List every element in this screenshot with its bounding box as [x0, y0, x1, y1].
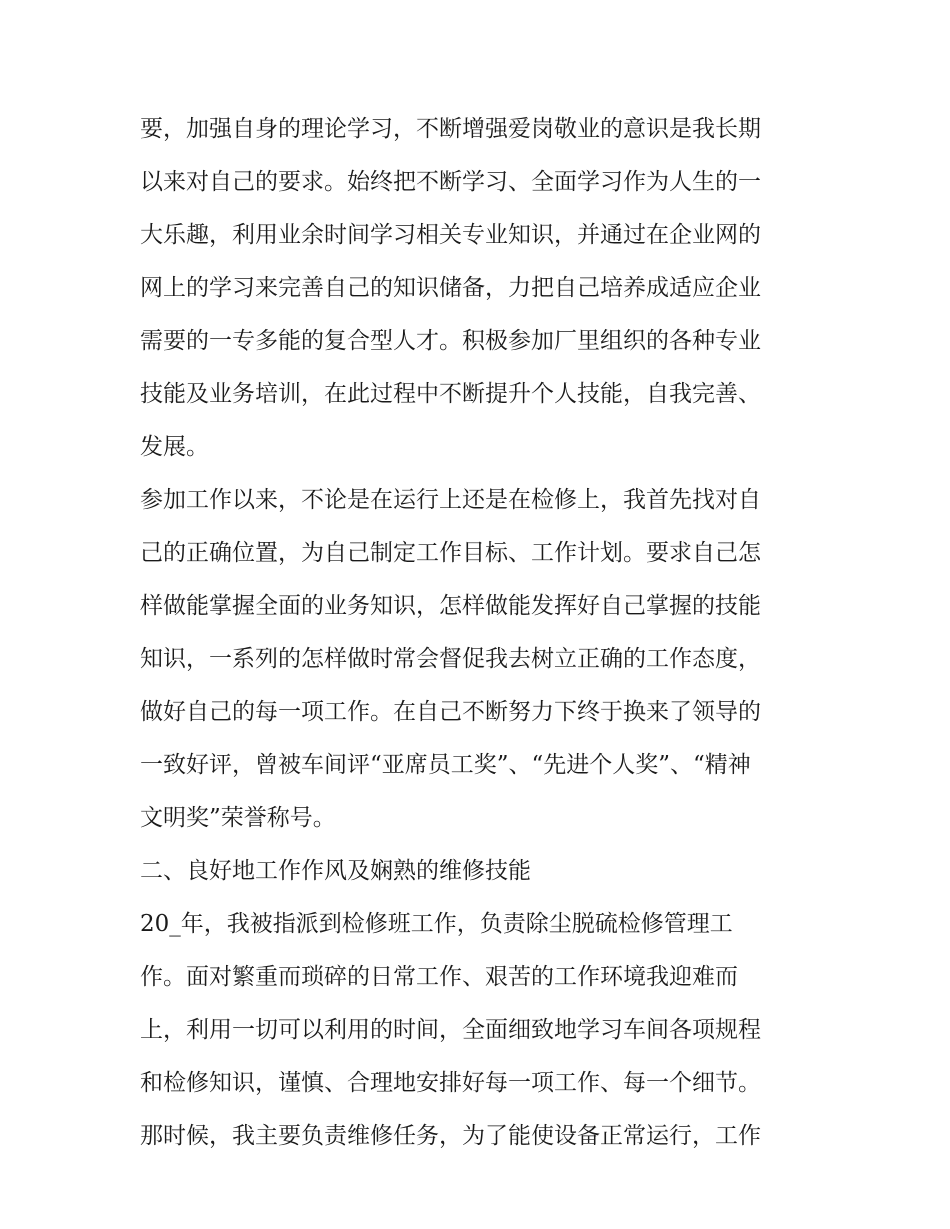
text-line: 发展。 [140, 434, 209, 460]
text-line: 上，利用一切可以利用的时间，全面细致地学习车间各项规程 [140, 1017, 761, 1043]
text-line: 一致好评，曾被车间评“亚席员工奖”、“先进个人奖”、“精神 [140, 752, 751, 778]
text-line: 样做能掌握全面的业务知识，怎样做能发挥好自己掌握的技能 [140, 593, 761, 619]
section-heading: 二、良好地工作作风及娴熟的维修技能 [140, 858, 531, 884]
text-line: 那时候，我主要负责维修任务，为了能使设备正常运行，工作 [140, 1123, 761, 1149]
text-line: 网上的学习来完善自己的知识储备，力把自己培养成适应企业 [140, 275, 761, 301]
text-line: 知识，一系列的怎样做时常会督促我去树立正确的工作态度， [140, 646, 761, 672]
text-line: 和检修知识，谨慎、合理地安排好每一项工作、每一个细节。 [140, 1070, 761, 1096]
text-line: 要，加强自身的理论学习，不断增强爱岗敬业的意识是我长期 [140, 116, 761, 142]
text-line: 作。面对繁重而琐碎的日常工作、艰苦的工作环境我迎难而 [140, 964, 738, 990]
text-line: 做好自己的每一项工作。在自己不断努力下终于换来了领导的 [140, 699, 761, 725]
body-text [140, 103, 820, 1163]
text-line: 以来对自己的要求。始终把不断学习、全面学习作为人生的一 [140, 169, 761, 195]
text-line: 文明奖”荣誉称号。 [140, 805, 336, 831]
text-line: 20_年，我被指派到检修班工作，负责除尘脱硫检修管理工 [140, 911, 733, 937]
text-line: 技能及业务培训，在此过程中不断提升个人技能，自我完善、 [140, 381, 761, 407]
text-line: 大乐趣，利用业余时间学习相关专业知识，并通过在企业网的 [140, 222, 761, 248]
text-line: 己的正确位置，为自己制定工作目标、工作计划。要求自己怎 [140, 540, 761, 566]
text-line: 参加工作以来，不论是在运行上还是在检修上，我首先找对自 [140, 487, 761, 513]
text-line: 需要的一专多能的复合型人才。积极参加厂里组织的各种专业 [140, 328, 761, 354]
